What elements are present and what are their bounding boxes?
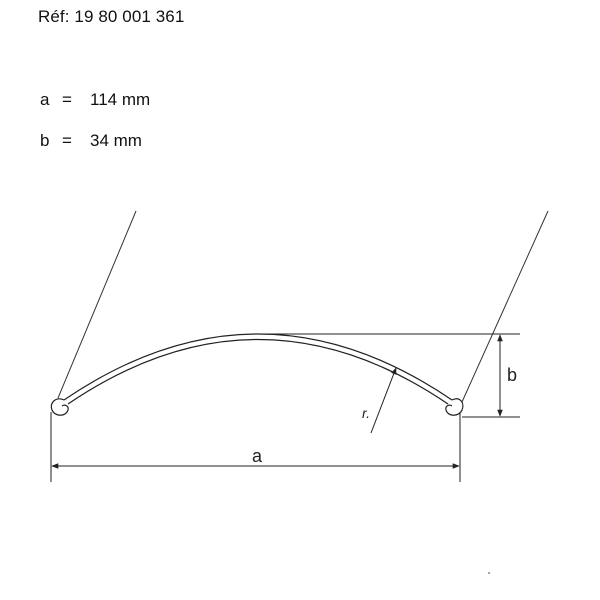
label-a: a xyxy=(252,446,263,466)
dimension-b-symbol: b xyxy=(40,131,50,150)
scan-dot xyxy=(488,572,490,574)
radius-arrow xyxy=(371,368,396,433)
label-b: b xyxy=(507,365,518,385)
dimension-a-equals: = xyxy=(62,90,72,109)
left-curled-end xyxy=(51,399,68,415)
reference-number: Réf: 19 80 001 361 xyxy=(38,7,185,26)
slat-inner-arc xyxy=(68,340,448,405)
label-r: r. xyxy=(362,405,371,421)
dimension-a-value: 114 mm xyxy=(90,90,151,109)
dimension-b-value: 34 mm xyxy=(90,131,142,150)
dimension-a-symbol: a xyxy=(40,90,50,109)
dimension-b-equals: = xyxy=(62,131,72,150)
right-guide-line xyxy=(462,211,548,402)
left-guide-line xyxy=(58,211,136,398)
slat-outer-arc xyxy=(64,334,452,400)
